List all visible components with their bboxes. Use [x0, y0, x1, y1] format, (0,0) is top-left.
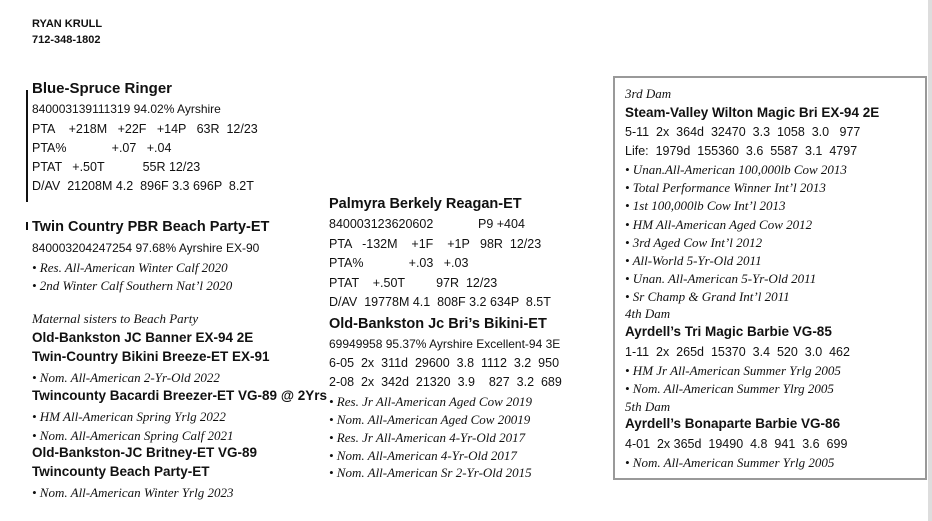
msire-pta: PTA -132M +1F +1P 98R 12/23: [329, 237, 542, 251]
fifth-dam-label: 5th Dam: [625, 399, 671, 414]
dam-honor-1: • Res. All-American Winter Calf 2020: [32, 260, 228, 275]
breeder-name: RYAN KRULL: [32, 18, 103, 30]
third-dam-honor-5: • 3rd Aged Cow Int’l 2012: [625, 235, 763, 250]
msire-ptat: PTAT +.50T 97R 12/23: [329, 276, 498, 290]
third-dam-lifetime: Life: 1979d 155360 3.6 5587 3.1 4797: [625, 144, 858, 158]
sister-2-name: Twin-Country Bikini Breeze-ET EX-91: [32, 349, 270, 364]
third-dam-record: 5-11 2x 364d 32470 3.3 1058 3.0 977: [625, 125, 861, 139]
sister-4-name: Old-Bankston-JC Britney-ET VG-89: [32, 445, 258, 460]
sire-dav: D/AV 21208M 4.2 896F 3.3 696P 8.2T: [32, 179, 254, 193]
sire-divider: [26, 90, 28, 202]
msire-dav: D/AV 19778M 4.1 808F 3.2 634P 8.5T: [329, 295, 551, 309]
third-dam-name: Steam-Valley Wilton Magic Bri EX-94 2E: [625, 105, 880, 120]
gdam-honor-4: • Nom. All-American 4-Yr-Old 2017: [329, 448, 517, 463]
fifth-dam-honor-1: • Nom. All-American Summer Yrlg 2005: [625, 455, 835, 470]
page-edge: [928, 0, 932, 521]
maternal-caption: Maternal sisters to Beach Party: [32, 311, 199, 326]
sister-3-honor-2: • Nom. All-American Spring Calf 2021: [32, 428, 234, 443]
third-dam-honor-8: • Sr Champ & Grand Int’l 2011: [625, 289, 790, 304]
sire-reg: 840003139111319 94.02% Ayrshire: [32, 102, 221, 116]
fourth-dam-honor-2: • Nom. All-American Summer Ylrg 2005: [625, 381, 834, 396]
fourth-dam-label: 4th Dam: [625, 306, 671, 321]
sire-pta: PTA +218M +22F +14P 63R 12/23: [32, 122, 258, 136]
gdam-honor-2: • Nom. All-American Aged Cow 20019: [329, 412, 531, 427]
sire-pta-pct: PTA% +.07 +.04: [32, 141, 172, 155]
sister-2-honor: • Nom. All-American 2-Yr-Old 2022: [32, 370, 220, 385]
dam-divider: [26, 222, 28, 230]
third-dam-honor-7: • Unan. All-American 5-Yr-Old 2011: [625, 271, 817, 286]
third-dam-honor-4: • HM All-American Aged Cow 2012: [625, 217, 813, 232]
msire-pta-pct: PTA% +.03 +.03: [329, 256, 469, 270]
sire-ptat: PTAT +.50T 55R 12/23: [32, 160, 201, 174]
dam-reg: 840003204247254 97.68% Ayrshire EX-90: [32, 241, 260, 255]
third-dam-honor-6: • All-World 5-Yr-Old 2011: [625, 253, 762, 268]
sister-3-name: Twincounty Bacardi Breezer-ET VG-89 @ 2Yrs: [32, 388, 328, 403]
msire-name: Palmyra Berkely Reagan-ET: [329, 196, 522, 212]
dam-honor-2: • 2nd Winter Calf Southern Nat’l 2020: [32, 278, 233, 293]
gdam-honor-3: • Res. Jr All-American 4-Yr-Old 2017: [329, 430, 526, 445]
breeder-header: [32, 16, 102, 48]
sister-3-honor-1: • HM All-American Spring Yrlg 2022: [32, 409, 226, 424]
third-dam-honor-1: • Unan.All-American 100,000lb Cow 2013: [625, 162, 847, 177]
fifth-dam-record: 4-01 2x 365d 19490 4.8 941 3.6 699: [625, 437, 848, 451]
fourth-dam-record: 1-11 2x 265d 15370 3.4 520 3.0 462: [625, 345, 850, 359]
msire-reg: 840003123620602: [329, 217, 434, 231]
third-dam-honor-3: • 1st 100,000lb Cow Int’l 2013: [625, 198, 786, 213]
gdam-reg: 69949958 95.37% Ayrshire Excellent-94 3E: [329, 337, 561, 351]
fourth-dam-honor-1: • HM Jr All-American Summer Yrlg 2005: [625, 363, 841, 378]
gdam-honor-5: • Nom. All-American Sr 2-Yr-Old 2015: [329, 465, 532, 480]
fifth-dam-name: Ayrdell’s Bonaparte Barbie VG-86: [625, 416, 841, 431]
sister-1-name: Old-Bankston JC Banner EX-94 2E: [32, 330, 254, 345]
gdam-honor-1: • Res. Jr All-American Aged Cow 2019: [329, 394, 533, 409]
sister-5-honor: • Nom. All-American Winter Yrlg 2023: [32, 485, 234, 500]
gdam-record-1: 6-05 2x 311d 29600 3.8 1112 3.2 950: [329, 356, 560, 370]
gdam-name: Old-Bankston Jc Bri’s Bikini-ET: [329, 316, 547, 332]
fourth-dam-name: Ayrdell’s Tri Magic Barbie VG-85: [625, 324, 832, 339]
third-dam-honor-2: • Total Performance Winner Int’l 2013: [625, 180, 826, 195]
msire-reg-right: P9 +404: [478, 217, 525, 231]
gdam-record-2: 2-08 2x 342d 21320 3.9 827 3.2 689: [329, 375, 562, 389]
third-dam-label: 3rd Dam: [625, 86, 672, 101]
dam-name: Twin Country PBR Beach Party-ET: [32, 219, 270, 235]
sister-5-name: Twincounty Beach Party-ET: [32, 464, 210, 479]
sire-name: Blue-Spruce Ringer: [32, 80, 173, 97]
breeder-phone: 712-348-1802: [32, 34, 101, 46]
